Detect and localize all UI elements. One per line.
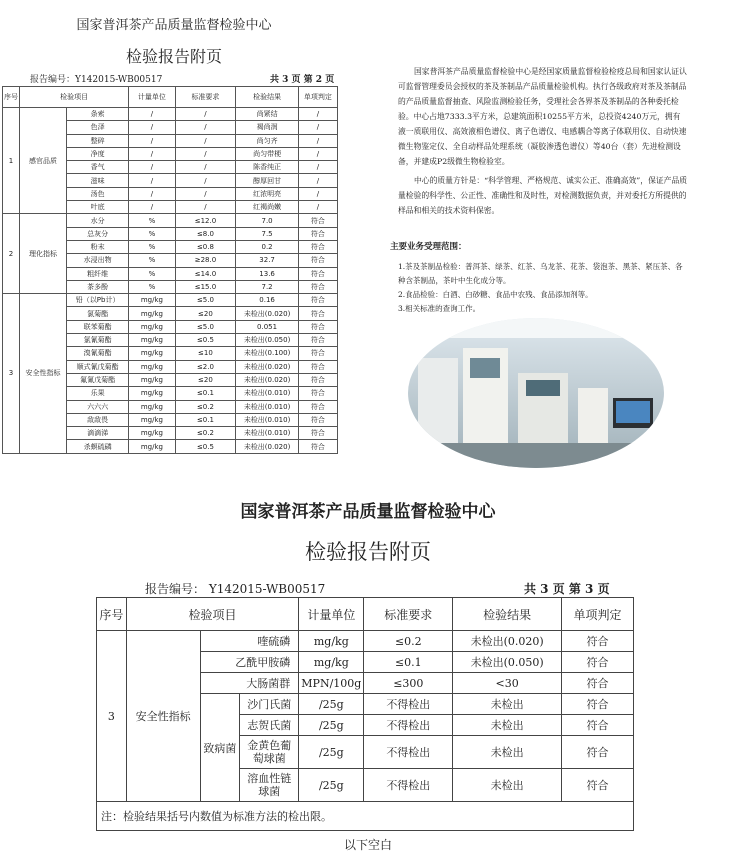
result-cell: 0.2 [236, 240, 299, 253]
standard-cell: / [175, 134, 236, 147]
item-name: 氯菊酯 [67, 307, 129, 320]
standard-cell: ≤0.2 [364, 631, 453, 652]
result-cell: 未检出(0.010) [236, 387, 299, 400]
unit-cell: % [129, 227, 175, 240]
unit-cell: / [129, 108, 175, 121]
item-name: 粉末 [67, 240, 129, 253]
result-cell: 未检出(0.020) [453, 631, 562, 652]
note-text: 注：检验结果括号内数值为标准方法的检出限。 [97, 802, 634, 831]
item-name: 溴氰菊酯 [67, 347, 129, 360]
standard-cell: ≤8.0 [175, 227, 236, 240]
unit-cell: mg/kg [129, 440, 175, 453]
unit-cell: mg/kg [129, 427, 175, 440]
unit-cell: % [129, 240, 175, 253]
judge-cell: / [298, 187, 337, 200]
result-cell: 未检出(0.010) [236, 427, 299, 440]
result-cell: 未检出 [453, 736, 562, 769]
judge-cell: / [298, 121, 337, 134]
group-name: 理化指标 [20, 214, 67, 294]
group-number: 1 [3, 108, 20, 214]
standard-cell: 不得检出 [364, 694, 453, 715]
standard-cell: / [175, 201, 236, 214]
result-cell: 红浓明亮 [236, 187, 299, 200]
unit-cell: /25g [299, 736, 364, 769]
standard-cell: 不得检出 [364, 715, 453, 736]
lab-equipment-photo [408, 318, 664, 468]
unit-cell: % [129, 280, 175, 293]
header-cell: 标准要求 [364, 598, 453, 631]
result-cell: 未检出(0.020) [236, 360, 299, 373]
item-name: 滋味 [67, 174, 129, 187]
result-cell: 未检出(0.050) [453, 652, 562, 673]
table-row [97, 631, 634, 652]
item-name: 敌敌畏 [67, 413, 129, 426]
judge-cell: 符合 [298, 347, 337, 360]
service-item: 3.相关标准的查询工作。 [398, 304, 481, 313]
result-cell: 未检出(0.010) [236, 413, 299, 426]
page3-report-number: 报告编号： Y142015-WB00517 [145, 582, 326, 596]
intro-text [398, 64, 688, 222]
note-row [97, 802, 634, 831]
judge-cell: 符合 [298, 360, 337, 373]
item-name: 大肠菌群 [200, 673, 299, 694]
unit-cell: mg/kg [129, 347, 175, 360]
unit-cell: mg/kg [129, 320, 175, 333]
intro-paragraph: 中心的质量方针是：“科学管理、严格规范、诚实公正、准确高效”，保证产品质量检验的科学性、公正性、准确性和及时性，对检测数据负责，并对委托方所提供的样品和相关的技术资料保密。 [398, 176, 688, 215]
judge-cell: 符合 [298, 307, 337, 320]
result-cell: 未检出 [453, 715, 562, 736]
unit-cell: / [129, 161, 175, 174]
result-cell: 0.051 [236, 320, 299, 333]
result-cell: 7.0 [236, 214, 299, 227]
judge-cell: 符合 [298, 400, 337, 413]
item-name: 净度 [67, 147, 129, 160]
item-name: 六六六 [67, 400, 129, 413]
judge-cell: / [298, 174, 337, 187]
unit-cell: mg/kg [299, 631, 364, 652]
item-name: 喹硫磷 [200, 631, 299, 652]
judge-cell: 符合 [298, 334, 337, 347]
result-cell: 7.5 [236, 227, 299, 240]
judge-cell: / [298, 147, 337, 160]
item-name: 氟氰戊菊酯 [67, 373, 129, 386]
standard-cell: / [175, 174, 236, 187]
item-name: 乐果 [67, 387, 129, 400]
unit-cell: /25g [299, 769, 364, 802]
judge-cell: / [298, 108, 337, 121]
item-name: 沙门氏菌 [240, 694, 299, 715]
judge-cell: 符合 [562, 715, 634, 736]
result-cell: 尚紧结 [236, 108, 299, 121]
standard-cell: ≤0.8 [175, 240, 236, 253]
judge-cell: 符合 [562, 652, 634, 673]
service-item: 2.食品检验：白酒、白砂糖、食品中农残、食品添加剂等。 [398, 290, 593, 299]
header-cell: 检验项目 [126, 598, 299, 631]
result-cell: 13.6 [236, 267, 299, 280]
judge-cell: 符合 [298, 214, 337, 227]
judge-cell: 符合 [298, 240, 337, 253]
unit-cell: % [129, 267, 175, 280]
unit-cell: mg/kg [129, 307, 175, 320]
item-name: 条索 [67, 108, 129, 121]
group-name: 安全性指标 [20, 294, 67, 454]
standard-cell: ≤5.0 [175, 294, 236, 307]
judge-cell: 符合 [298, 254, 337, 267]
item-name: 整碎 [67, 134, 129, 147]
standard-cell: ≤300 [364, 673, 453, 694]
result-cell: 未检出(0.020) [236, 373, 299, 386]
group-name: 安全性指标 [126, 631, 200, 802]
result-cell: 未检出(0.100) [236, 347, 299, 360]
result-cell: 0.16 [236, 294, 299, 307]
result-cell: 醇厚回甘 [236, 174, 299, 187]
standard-cell: ≤0.5 [175, 334, 236, 347]
unit-cell: mg/kg [129, 334, 175, 347]
header-cell: 检验结果 [453, 598, 562, 631]
unit-cell: mg/kg [129, 360, 175, 373]
judge-cell: 符合 [298, 387, 337, 400]
unit-cell: / [129, 174, 175, 187]
table-row [3, 108, 338, 121]
services-list [398, 260, 688, 316]
item-name: 滴滴涕 [67, 427, 129, 440]
standard-cell: 不得检出 [364, 736, 453, 769]
standard-cell: ≤20 [175, 307, 236, 320]
item-name: 铅（以Pb计） [67, 294, 129, 307]
item-name: 色泽 [67, 121, 129, 134]
item-name: 总灰分 [67, 227, 129, 240]
unit-cell: mg/kg [299, 652, 364, 673]
standard-cell: ≤5.0 [175, 320, 236, 333]
result-cell: 7.2 [236, 280, 299, 293]
unit-cell: mg/kg [129, 373, 175, 386]
header-cell: 标准要求 [175, 87, 236, 108]
result-cell: 未检出(0.050) [236, 334, 299, 347]
sub-group-name: 致病菌 [200, 694, 240, 802]
intro-paragraph: 国家普洱茶产品质量监督检验中心是经国家质量监督检验检疫总局和国家认证认可监督管理委员会授权的茶及茶制品产品质量检验机构。执行各级政府对茶及茶制品的产品质量监督抽查、风险监测检验任务，受理社会各界茶及茶制品的各种委托检验。中心占地7333.3平方米，总建筑面积10255平方米，总投资4240万元，拥有液一质联用仪、高效液相色谱仪、离子色谱仪、电感耦合等离子体联用仪、自动快速微生物鉴定仪、全自动样品处理系统（凝胶渗透色谱仪）等40台（套）先进检测设备，并建成P2级微生物检验室。 [398, 67, 687, 166]
result-cell: 未检出 [453, 769, 562, 802]
standard-cell: ≤0.1 [175, 413, 236, 426]
header-cell: 单项判定 [562, 598, 634, 631]
judge-cell: 符合 [562, 673, 634, 694]
header-cell: 检验结果 [236, 87, 299, 108]
judge-cell: 符合 [298, 320, 337, 333]
header-cell: 计量单位 [129, 87, 175, 108]
result-cell: 尚匀齐 [236, 134, 299, 147]
result-cell: 陈香纯正 [236, 161, 299, 174]
page2-page-info: 共 3 页 第 2 页 [270, 75, 335, 85]
judge-cell: 符合 [298, 227, 337, 240]
standard-cell: / [175, 161, 236, 174]
unit-cell: / [129, 201, 175, 214]
standard-cell: / [175, 108, 236, 121]
standard-cell: 不得检出 [364, 769, 453, 802]
page2-title: 检验报告附页 [125, 47, 222, 66]
result-cell: 未检出 [453, 694, 562, 715]
unit-cell: % [129, 254, 175, 267]
header-cell: 检验项目 [20, 87, 129, 108]
judge-cell: 符合 [562, 736, 634, 769]
header-cell: 计量单位 [299, 598, 364, 631]
unit-cell: / [129, 187, 175, 200]
standard-cell: ≤0.2 [175, 400, 236, 413]
end-marker: 以下空白 [343, 838, 392, 852]
unit-cell: /25g [299, 715, 364, 736]
judge-cell: 符合 [298, 373, 337, 386]
result-cell: 红褐尚嫩 [236, 201, 299, 214]
unit-cell: / [129, 121, 175, 134]
unit-cell: mg/kg [129, 387, 175, 400]
judge-cell: 符合 [562, 769, 634, 802]
item-name: 水浸出物 [67, 254, 129, 267]
page3-results-table [96, 597, 634, 831]
item-name: 溶血性链球菌 [240, 769, 299, 802]
table-header-row [3, 87, 338, 108]
item-name: 顺式氰戊菊酯 [67, 360, 129, 373]
header-cell: 序号 [97, 598, 127, 631]
table-row [3, 214, 338, 227]
standard-cell: / [175, 187, 236, 200]
judge-cell: 符合 [298, 280, 337, 293]
unit-cell: mg/kg [129, 413, 175, 426]
standard-cell: ≤0.1 [364, 652, 453, 673]
standard-cell: ≤15.0 [175, 280, 236, 293]
unit-cell: % [129, 214, 175, 227]
service-item: 1.茶及茶制品检验：普洱茶、绿茶、红茶、乌龙茶、花茶、袋泡茶、黑茶、紧压茶、各种含茶制品，茶叶中生化成分等。 [398, 262, 683, 285]
header-cell: 单项判定 [298, 87, 337, 108]
page3-page-info: 共 3 页 第 3 页 [524, 582, 610, 596]
judge-cell: 符合 [298, 267, 337, 280]
result-cell: 未检出(0.020) [236, 440, 299, 453]
judge-cell: 符合 [562, 694, 634, 715]
item-name: 香气 [67, 161, 129, 174]
standard-cell: ≤20 [175, 373, 236, 386]
page2-results-table [2, 86, 338, 454]
judge-cell: 符合 [298, 294, 337, 307]
result-cell: <30 [453, 673, 562, 694]
item-name: 水分 [67, 214, 129, 227]
page3-org-name: 国家普洱茶产品质量监督检验中心 [240, 502, 496, 522]
judge-cell: 符合 [298, 427, 337, 440]
result-cell: 未检出(0.020) [236, 307, 299, 320]
standard-cell: / [175, 121, 236, 134]
judge-cell: / [298, 201, 337, 214]
item-name: 叶底 [67, 201, 129, 214]
services-title: 主要业务受理范围： [390, 242, 467, 252]
unit-cell: /25g [299, 694, 364, 715]
result-cell: 褐尚润 [236, 121, 299, 134]
item-name: 联苯菊酯 [67, 320, 129, 333]
unit-cell: mg/kg [129, 400, 175, 413]
judge-cell: / [298, 134, 337, 147]
item-name: 乙酰甲胺磷 [200, 652, 299, 673]
group-number: 2 [3, 214, 20, 294]
group-name: 感官品质 [20, 108, 67, 214]
item-name: 茶多酚 [67, 280, 129, 293]
item-name: 粗纤维 [67, 267, 129, 280]
item-name: 氯氰菊酯 [67, 334, 129, 347]
judge-cell: 符合 [562, 631, 634, 652]
page3-title: 检验报告附页 [305, 540, 431, 564]
standard-cell: ≤0.5 [175, 440, 236, 453]
item-name: 汤色 [67, 187, 129, 200]
judge-cell: / [298, 161, 337, 174]
item-name: 金黄色葡萄球菌 [240, 736, 299, 769]
table-row [3, 294, 338, 307]
item-name: 杀螟硫磷 [67, 440, 129, 453]
table-header-row [97, 598, 634, 631]
standard-cell: / [175, 147, 236, 160]
result-cell: 尚匀带梗 [236, 147, 299, 160]
page2-org-name: 国家普洱茶产品质量监督检验中心 [76, 18, 272, 33]
unit-cell: MPN/100g [299, 673, 364, 694]
header-cell: 序号 [3, 87, 20, 108]
standard-cell: ≤14.0 [175, 267, 236, 280]
group-number: 3 [3, 294, 20, 454]
result-cell: 32.7 [236, 254, 299, 267]
judge-cell: 符合 [298, 413, 337, 426]
standard-cell: ≤0.2 [175, 427, 236, 440]
unit-cell: / [129, 147, 175, 160]
standard-cell: ≤2.0 [175, 360, 236, 373]
standard-cell: ≤10 [175, 347, 236, 360]
group-number: 3 [97, 631, 127, 802]
judge-cell: 符合 [298, 440, 337, 453]
standard-cell: ≤0.1 [175, 387, 236, 400]
page2-report-number: 报告编号：Y142015-WB00517 [30, 75, 163, 85]
standard-cell: ≥28.0 [175, 254, 236, 267]
item-name: 志贺氏菌 [240, 715, 299, 736]
unit-cell: / [129, 134, 175, 147]
standard-cell: ≤12.0 [175, 214, 236, 227]
result-cell: 未检出(0.010) [236, 400, 299, 413]
unit-cell: mg/kg [129, 294, 175, 307]
